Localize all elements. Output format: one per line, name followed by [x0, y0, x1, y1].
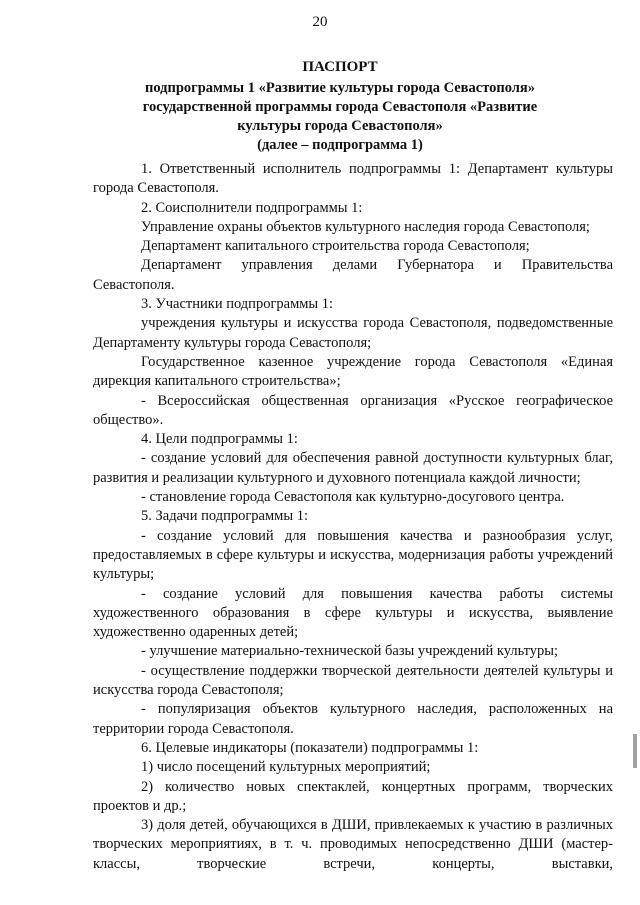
- paragraph-goal: - становление города Севастополя как культурно-досугового центра.: [141, 489, 565, 506]
- paragraph-participant: Государственное казенное учреждение города Севастополя «Единая дирекция капитального строительства»;: [93, 353, 613, 390]
- paragraph-goals-heading: 4. Цели подпрограммы 1:: [141, 431, 298, 448]
- paragraph-coexecutor: Департамент капитального строительства города Севастополя;: [141, 238, 530, 255]
- paragraph-tasks-heading: 5. Задачи подпрограммы 1:: [141, 508, 308, 525]
- paragraph-task: - осуществление поддержки творческой деятельности деятелей культуры и искусства города Севастополя;: [93, 662, 613, 699]
- paragraph-coexecutor: Управление охраны объектов культурного наследия города Севастополя;: [141, 218, 590, 235]
- scan-edge-mark: [633, 734, 637, 768]
- page-number: 20: [312, 14, 328, 30]
- paragraph-indicator: 2) количество новых спектаклей, концертных программ, творческих проектов и др.;: [93, 778, 613, 814]
- paragraph-coexecutors-heading: 2. Соисполнители подпрограммы 1:: [141, 199, 363, 216]
- passport-title-block: [100, 58, 580, 155]
- paragraph-responsible-executor: 1. Ответственный исполнитель подпрограммы 1: Департамент культуры города Севастополя.: [93, 161, 613, 197]
- paragraph-task: - создание условий для повышения качества и разнообразия услуг, предоставляемых в сфере культуры и искусства, модернизация работы учреждений культуры;: [93, 527, 613, 583]
- subtitle-line: государственной программы города Севастополя «Развитие: [142, 99, 538, 115]
- paragraph-participant: - Всероссийская общественная организация «Русское географическое общество».: [93, 392, 613, 428]
- subtitle-line: (далее – подпрограмма 1): [257, 137, 423, 153]
- paragraph-indicator: 1) число посещений культурных мероприятий;: [141, 759, 431, 776]
- paragraph-task: - улучшение материально-технической базы учреждений культуры;: [141, 643, 559, 660]
- subtitle-line: подпрограммы 1 «Развитие культуры города Севастополя»: [144, 80, 536, 96]
- paragraph-task: - популяризация объектов культурного наследия, расположенных на территории города Севастополя.: [93, 701, 613, 737]
- paragraph-participants-heading: 3. Участники подпрограммы 1:: [141, 296, 334, 313]
- paragraph-coexecutor: Департамент управления делами Губернатора и Правительства Севастополя.: [93, 257, 613, 293]
- document-body: [93, 160, 613, 874]
- subtitle-line: культуры города Севастополя»: [237, 118, 443, 134]
- paragraph-indicators-heading: 6. Целевые индикаторы (показатели) подпрограммы 1:: [141, 739, 479, 756]
- paragraph-task: - создание условий для повышения качества работы системы художественного образования в сфере культуры и искусства, выявление художественно одаренных детей;: [93, 585, 613, 641]
- paragraph-participant: учреждения культуры и искусства города Севастополя, подведомственные Департаменту культуры города Севастополя;: [93, 315, 613, 351]
- paragraph-indicator: 3) доля детей, обучающихся в ДШИ, привлекаемых к участию в различных творческих мероприятиях, в т. ч. проводимых непосредственно ДШИ (мастер-классы, творческие встречи, концерты, выставки,: [93, 817, 613, 872]
- document-title: ПАСПОРТ: [302, 59, 378, 75]
- paragraph-goal: - создание условий для обеспечения равной доступности культурных благ, развития и реализации культурного и духовного потенциала каждой личности;: [93, 450, 613, 486]
